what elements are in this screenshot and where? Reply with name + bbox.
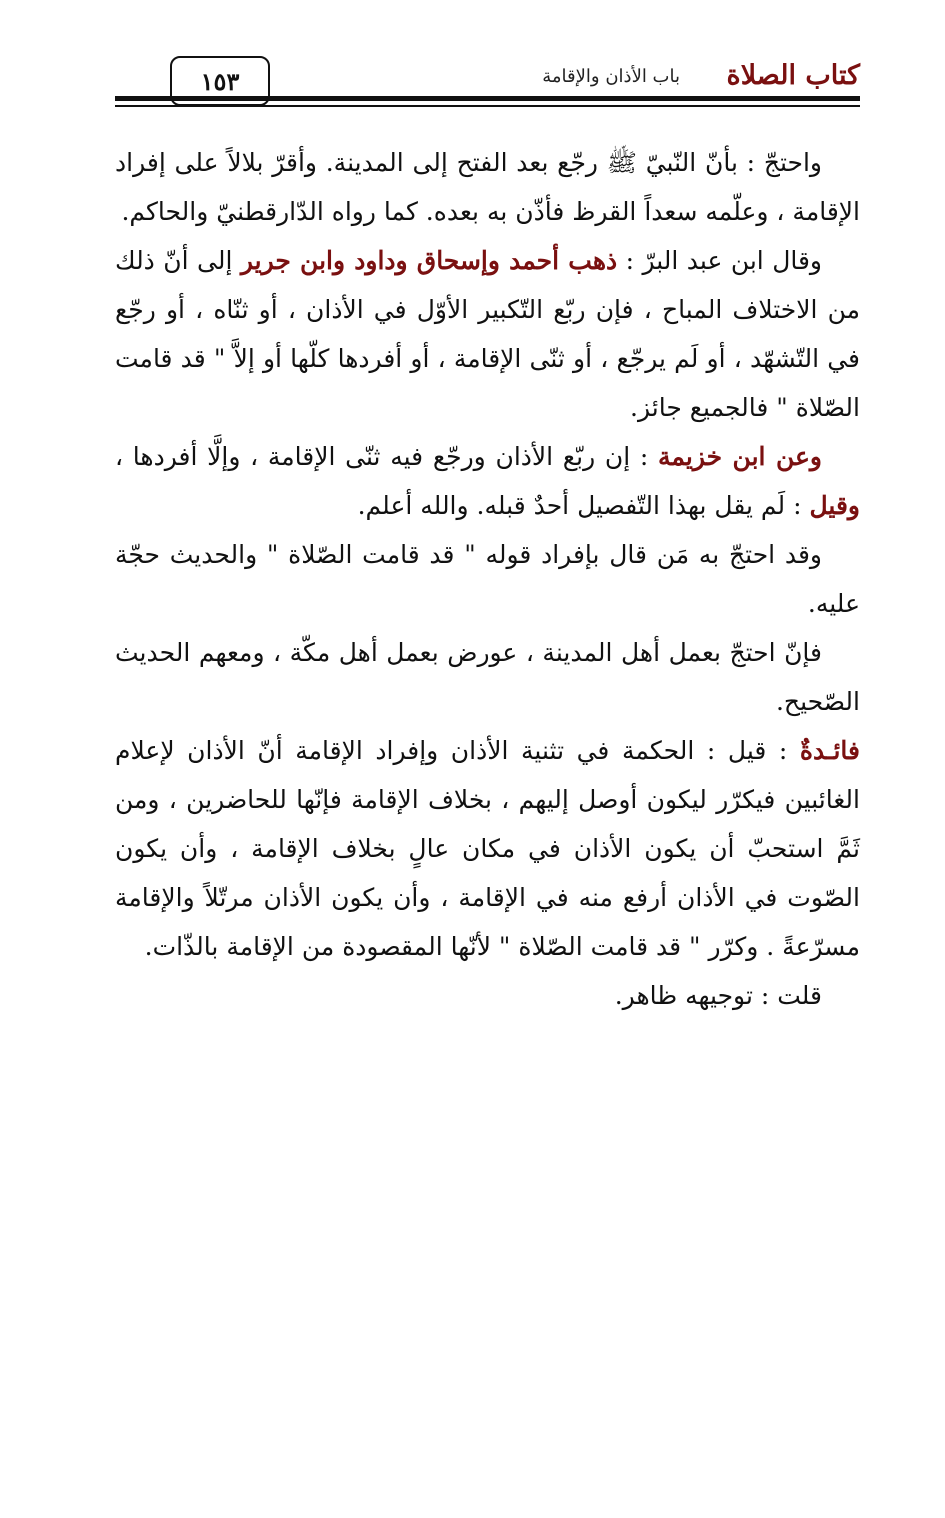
- header-rule-thin: [115, 105, 860, 107]
- page-number: ١٥٣: [200, 66, 240, 96]
- body-text: إلى أنّ ذلك من الاختلاف المباح ، فإن ربّع التّكبير الأوّل في الأذان ، أو ثنّاه ، أو رجّع في التّشهّد ، أو لَم يرجّع ، أو ثنّى الإقامة ، أو أفردها كلّها أو إلاَّ " قد قامت الصّلاة " فالجميع جائز.: [115, 246, 860, 422]
- highlighted-text: وعن ابن خزيمة: [658, 442, 822, 471]
- body-text: واحتجّ : بأنّ النّبيّ ﷺ رجّع بعد الفتح إلى المدينة. وأقرّ بلالاً على إفراد الإقامة ، وعلّمه سعداً القرظ فأذّن به بعده. كما رواه الدّارقطنيّ والحاكم.: [115, 148, 860, 226]
- paragraph: [115, 628, 860, 726]
- paragraph: [115, 138, 860, 236]
- body-text: : إن ربّع الأذان ورجّع فيه ثنّى الإقامة ، وإلَّا أفردها ،: [115, 442, 659, 471]
- paragraph: [115, 726, 860, 971]
- body-text: وقال ابن عبد البرّ :: [617, 246, 822, 275]
- header-rule-thick: [115, 96, 860, 101]
- paragraph: [115, 530, 860, 628]
- body-text: فإنّ احتجّ بعمل أهل المدينة ، عورض بعمل أهل مكّة ، ومعهم الحديث الصّحيح.: [115, 638, 860, 716]
- paragraph: [115, 432, 860, 530]
- highlighted-text: ذهب أحمد وإسحاق وداود وابن جرير: [240, 246, 618, 275]
- page-body: [115, 138, 860, 1020]
- highlighted-text: وقيل: [809, 491, 860, 520]
- page-header: [115, 52, 860, 112]
- body-text: : قيل : الحكمة في تثنية الأذان وإفراد الإقامة أنّ الأذان لإعلام الغائبين فيكرّر ليكون أوصل إليهم ، بخلاف الإقامة فإنّها للحاضرين ، ومن ثَمَّ استحبّ أن يكون الأذان في مكان عالٍ بخلاف الإقامة ، وأن يكون الصّوت في الأذان أرفع منه في الإقامة ، وأن يكون الأذان مرتّلاً والإقامة مسرّعةً . وكرّر " قد قامت الصّلاة " لأنّها المقصودة من الإقامة بالذّات.: [115, 736, 860, 961]
- body-text: : لَم يقل بهذا التّفصيل أحدٌ قبله. والله أعلم.: [357, 491, 810, 520]
- body-text: قلت : توجيهه ظاهر.: [614, 981, 822, 1010]
- paragraph: [115, 971, 860, 1020]
- body-text: وقد احتجّ به مَن قال بإفراد قوله " قد قامت الصّلاة " والحديث حجّة عليه.: [115, 540, 860, 618]
- chapter-title: باب الأذان والإقامة: [542, 66, 680, 87]
- highlighted-text: فائـدةٌ: [799, 736, 860, 765]
- book-title: كتاب الصلاة: [726, 60, 860, 91]
- paragraph: [115, 236, 860, 432]
